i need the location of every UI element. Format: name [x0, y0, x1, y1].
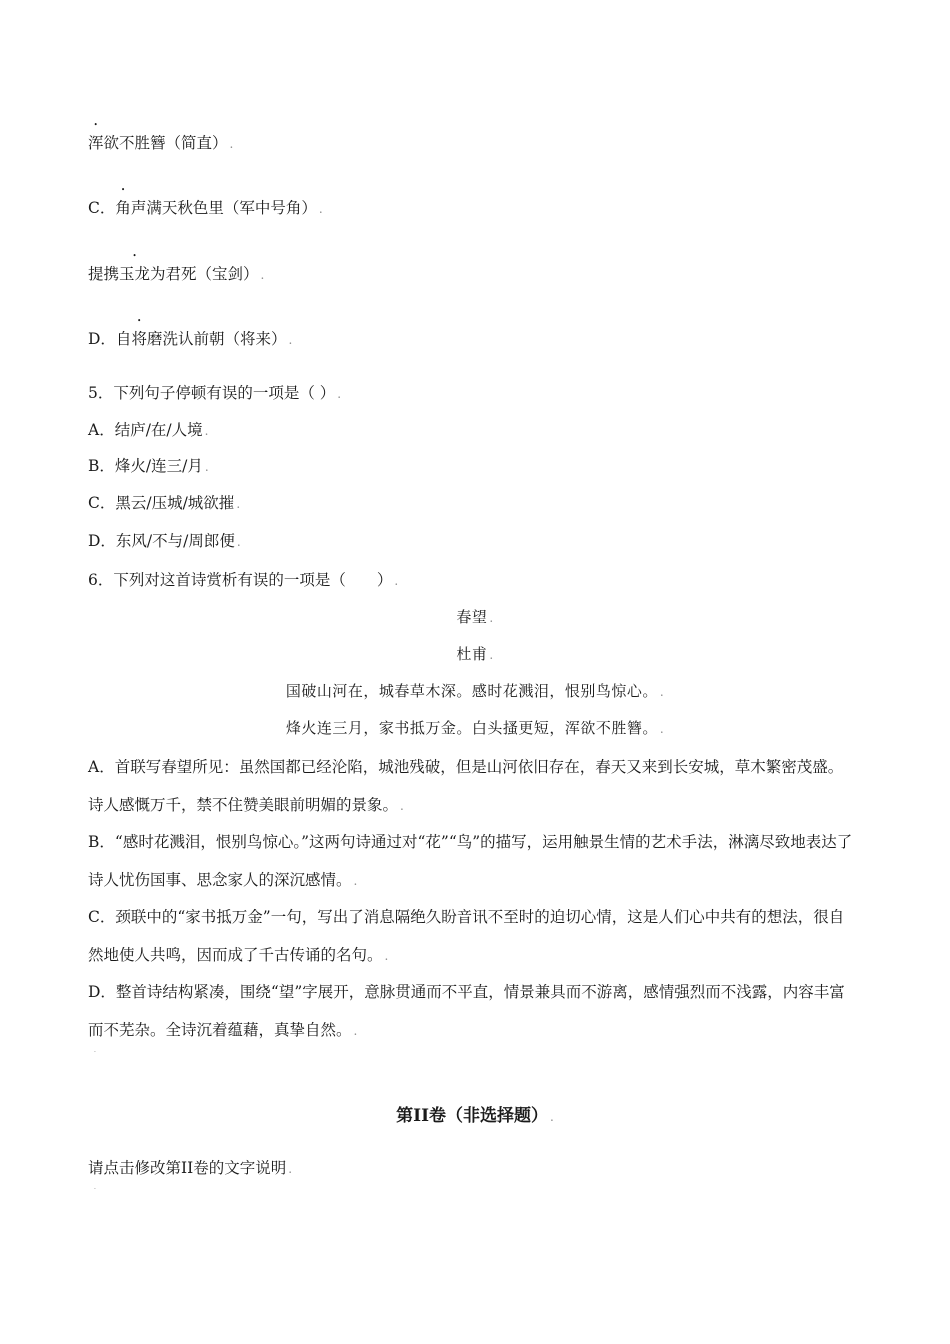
paragraph-mark: . [353, 874, 358, 888]
option-rest: 声满天秋色里（军中号角） [130, 199, 317, 217]
question-text: 5．下列句子停顿有误的一项是（ ） [88, 384, 336, 402]
paragraph-mark: . [318, 202, 323, 216]
q5-stem [88, 383, 341, 404]
section-heading: 第II卷（非选择题） . [396, 1106, 554, 1126]
paragraph-mark: . [204, 460, 209, 474]
option-text: D．东风/不与/周郎便 [88, 532, 235, 550]
paragraph-mark: . [288, 333, 293, 347]
q6-stem [88, 570, 398, 591]
paragraph-mark: . [260, 268, 265, 282]
poem-line-2: 烽火连三月，家书抵万金。白头搔更短，浑欲不胜簪。 . [285, 719, 665, 737]
question-text: 6．下列对这首诗赏析有误的一项是（ ） [88, 571, 393, 589]
q4-option-line-2 [88, 198, 323, 219]
poem-author: 杜甫 . [456, 645, 494, 663]
paragraph-mark: . [229, 137, 234, 151]
paragraph-mark: . [288, 1162, 293, 1176]
option-rest: 为君死（宝剑） [150, 265, 259, 283]
option-prefix: 提携 [88, 265, 120, 283]
paragraph-mark: . [400, 799, 404, 813]
paragraph-mark: . [236, 535, 241, 549]
option-rest: 磨洗认前朝（将来） [146, 330, 287, 348]
option-prefix: C． [88, 199, 116, 217]
q6-option-c [88, 898, 858, 975]
q5-option-c [88, 493, 240, 514]
option-text: C．黑云/压城/城欲摧 [88, 494, 235, 512]
option-rest: 欲不胜簪（简直） [103, 134, 228, 152]
paragraph-mark: . [337, 387, 342, 401]
q5-option-a [88, 420, 208, 441]
empty-paragraph-mark: · [94, 1186, 96, 1193]
option-text: B．烽火/连三/月 [88, 457, 203, 475]
q5-option-d [88, 531, 241, 552]
empty-paragraph-mark: · [94, 1049, 96, 1056]
option-text: B．“感时花溅泪，恨别鸟惊心。”这两句诗通过对“花”“鸟”的描写，运用触景生情的艺术手法，淋漓尽致地表达了诗人忧伤国事、思念家人的深沉感情。 [88, 833, 853, 889]
paragraph-mark: . [236, 497, 241, 511]
emphasized-word: 角 [115, 199, 131, 217]
option-text: D．整首诗结构紧凑，围绕“望”字展开，意脉贯通而不平直，情景兼具而不游离，感情强烈而不浅露，内容丰富而不芜杂。全诗沉着蕴藉，真挚自然。 [88, 983, 845, 1039]
q6-option-b [88, 823, 858, 900]
option-text: C．颈联中的“家书抵万金”一句，写出了消息隔绝久盼音讯不至时的迫切心情，这是人们心中共有的想法，很自然地使人共鸣，因而成了千古传诵的名句。 [88, 908, 845, 964]
section-note: 请点击修改第II卷的文字说明 . [88, 1159, 293, 1177]
paragraph-mark: . [384, 949, 389, 963]
emphasized-word: 玉龙 [119, 265, 151, 283]
option-prefix: D．自 [88, 330, 132, 348]
option-text: A．结庐/在/人境 [88, 421, 203, 439]
q5-option-b [88, 456, 209, 477]
poem-line-1: 国破山河在，城春草木深。感时花溅泪，恨别鸟惊心。 . [285, 682, 665, 700]
q6-option-d [88, 973, 858, 1050]
poem-title: 春望 . [456, 608, 494, 626]
q4-option-line-3 [88, 264, 264, 285]
q4-option-line-1 [88, 133, 233, 154]
emphasized-word: 浑 [88, 134, 104, 152]
paragraph-mark: . [394, 574, 399, 588]
option-text: A．首联写春望所见：虽然国都已经沦陷，城池残破，但是山河依旧存在，春天又来到长安城，草木繁密茂盛。诗人感慨万千，禁不住赞美眼前明媚的景象。 [88, 758, 844, 814]
q6-option-a [88, 748, 858, 825]
q4-option-line-4 [88, 329, 292, 350]
emphasized-word: 将 [131, 330, 147, 348]
paragraph-mark: . [353, 1024, 358, 1038]
paragraph-mark: . [204, 424, 209, 438]
